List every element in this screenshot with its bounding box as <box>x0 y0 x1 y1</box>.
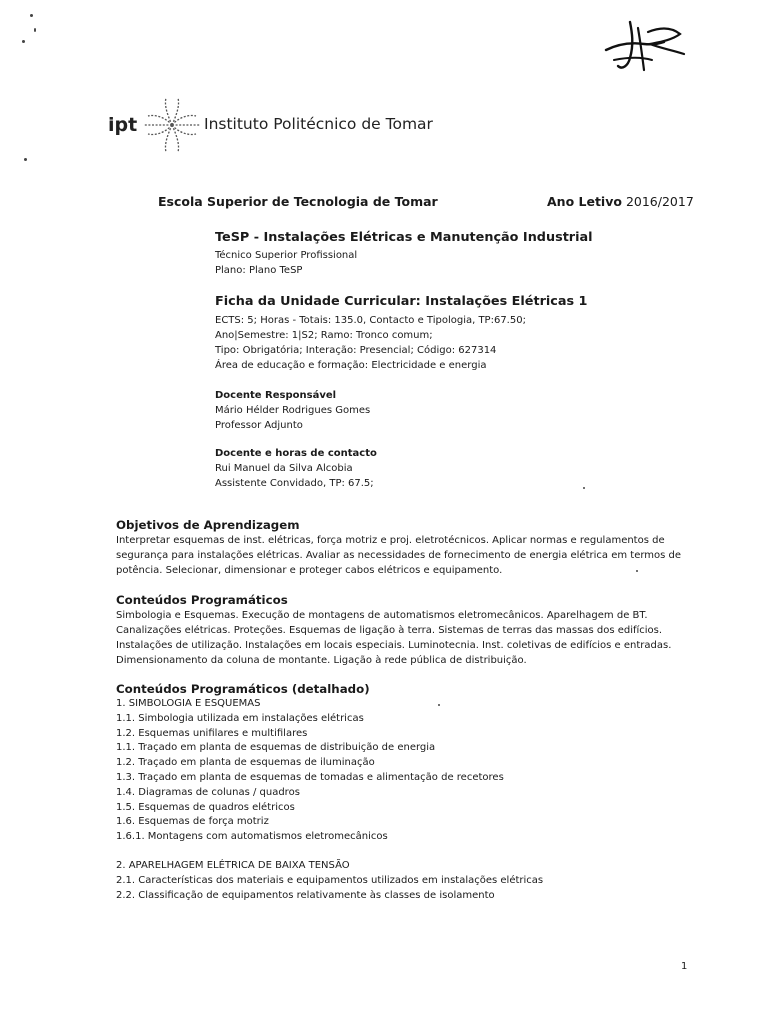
ipt-logo <box>104 90 433 162</box>
objectives-section <box>116 518 686 578</box>
asterisk-logo-icon <box>142 94 202 156</box>
unit-block <box>215 294 587 373</box>
course-level: Técnico Superior Profissional <box>215 250 358 261</box>
contact-block <box>215 446 377 491</box>
course-block <box>215 230 593 278</box>
unit-detail-line: ECTS: 5; Horas - Totais: 135.0, Contacto e Tipologia, TP:67.50; <box>215 315 526 326</box>
list-item: 2.2. Classificação de equipamentos relativamente às classes de isolamento <box>116 889 495 901</box>
syllabus-text: Simbologia e Esquemas. Execução de montagens de automatismos eletromecânicos. Aparelhagem de BT. Canalizações elétricas. Proteções. Esquemas de ligação à terra. Sistemas de terras das massas dos edifícios. Instalações de utilização. Instalações em locais especiais. Luminotecnia. Inst. coletivas de edifícios e entradas. Dimensionamento da coluna de montante. Ligação à rede pública de distribuição. <box>116 610 672 666</box>
course-title: TeSP - Instalações Elétricas e Manutenção Industrial <box>215 230 593 245</box>
list-item: 2. APARELHAGEM ELÉTRICA DE BAIXA TENSÃO <box>116 859 350 871</box>
contact-role: Assistente Convidado, TP: 67.5; <box>215 478 374 489</box>
responsible-label: Docente Responsável <box>215 390 337 401</box>
objectives-title: Objetivos de Aprendizagem <box>116 518 300 532</box>
detailed-section <box>116 682 543 903</box>
logo-abbreviation: ipt <box>108 114 138 136</box>
course-plan: Plano: Plano TeSP <box>215 265 303 276</box>
academic-year-label: Ano Letivo <box>547 194 622 209</box>
institution-name: Instituto Politécnico de Tomar <box>204 115 433 133</box>
responsible-block <box>215 388 370 433</box>
list-item: 2.1. Características dos materiais e equipamentos utilizados em instalações elétricas <box>116 874 544 886</box>
scan-speck <box>24 158 27 161</box>
list-item: 1.6.1. Montagens com automatismos eletromecânicos <box>116 831 388 843</box>
list-item: 1.2. Traçado em planta de esquemas de iluminação <box>116 757 375 769</box>
list-item: 1.1. Simbologia utilizada em instalações elétricas <box>116 712 364 724</box>
responsible-name: Mário Hélder Rodrigues Gomes <box>215 405 371 416</box>
syllabus-title: Conteúdos Programáticos <box>116 593 288 607</box>
page-number: 1 <box>681 961 688 972</box>
list-item: 1.6. Esquemas de força motriz <box>116 816 269 828</box>
scan-speck <box>583 487 585 489</box>
academic-year-value: 2016/2017 <box>625 194 694 209</box>
unit-detail-line: Área de educação e formação: Electricidade e energia <box>215 360 487 371</box>
list-item: 1.5. Esquemas de quadros elétricos <box>116 801 295 813</box>
list-item: 1.2. Esquemas unifilares e multifilares <box>116 727 308 739</box>
objectives-text: Interpretar esquemas de inst. elétricas, força motriz e proj. eletrotécnicos. Aplicar normas e regulamentos de segurança para instalações elétricas. Avaliar as necessidades de fornecimento de energia elétrica em termos de potência. Selecionar, dimensionar e proteger cabos elétricos e equipamento. <box>116 535 682 576</box>
contact-name: Rui Manuel da Silva Alcobia <box>215 463 353 474</box>
list-item: 1.1. Traçado em planta de esquemas de distribuição de energia <box>116 742 436 754</box>
list-item: 1.3. Traçado em planta de esquemas de tomadas e alimentação de recetores <box>116 771 504 783</box>
list-item: 1.4. Diagramas de colunas / quadros <box>116 786 300 798</box>
school-name: Escola Superior de Tecnologia de Tomar <box>158 194 438 209</box>
responsible-role: Professor Adjunto <box>215 420 303 431</box>
scan-speck <box>30 14 33 17</box>
detailed-list-2 <box>116 859 543 903</box>
unit-title: Ficha da Unidade Curricular: Instalações Elétricas 1 <box>215 294 588 309</box>
detailed-list-1 <box>116 697 543 845</box>
contact-label: Docente e horas de contacto <box>215 448 377 459</box>
unit-detail-line: Tipo: Obrigatória; Interação: Presencial; Código: 627314 <box>215 345 497 356</box>
syllabus-section <box>116 593 686 668</box>
academic-year <box>547 194 694 209</box>
detailed-title: Conteúdos Programáticos (detalhado) <box>116 682 370 696</box>
signature-initials <box>600 14 690 76</box>
list-item: 1. SIMBOLOGIA E ESQUEMAS <box>116 698 261 709</box>
scan-speck <box>22 40 25 43</box>
scan-speck <box>34 28 36 32</box>
unit-detail-line: Ano|Semestre: 1|S2; Ramo: Tronco comum; <box>215 330 433 341</box>
